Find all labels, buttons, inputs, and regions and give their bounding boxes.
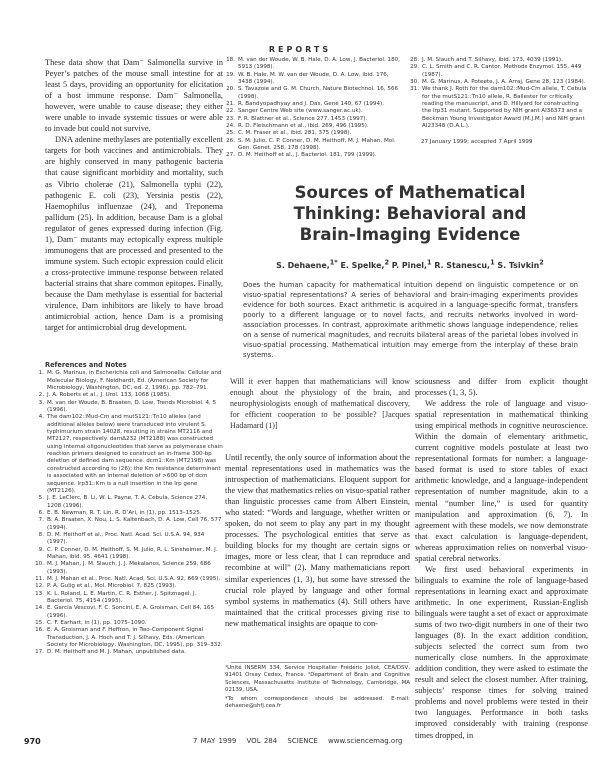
reference-item: 24. R. D. Fleischmann et al., ibid. 269, 496 (1995). — [226, 123, 369, 130]
reference-item: 13. K. L. Roland, L. E. Martin, C. R. Esther, J. Spitznagel, J. Bacteriol. 75, 4154 (1993). — [35, 590, 197, 604]
reference-item: 30. M. G. Marinus, A. Poteete, J. A. Arraj, Gene 28, 123 (1984). — [410, 79, 586, 86]
body-paragraph: We address the role of language and visuo-spatial representation in mathematical thinking using empirical methods in cognitive neuroscience. Within the domain of elementary arithmetic, current cognitive models postulate at least two representational formats for number: a language-based format is used to store tables of exact arithmetic knowledge, and a language-independent representation of number magnitude, akin to a mental “number line,” is used for quantity manipulation and approximation (6, 7). In agreement with these models, we now demonstrate that exact calculation is language-dependent, whereas approximation relies on nonverbal visuo-spatial cerebral networks. — [415, 399, 588, 563]
page-number: 970 — [24, 737, 41, 746]
reference-item: 31. We thank J. Roth for the dam102::Mud-Cm allele, T. Cebula for the mutS121::Tn10 allele, R. Ballester for critically reading the manuscript, and D. Hillyard for constructing the lrp31 mutant. Supported by NIH grant AI36373 and a Beckman Young Investigator Award (M.J.M.) and NIH grant AI23348 (D.A.L.). — [410, 86, 587, 130]
reference-item: 4. The dam102::Mud-Cm and mutS121::Tn10 alleles (and additional alleles below) were transduced into virulent S. typhimurium strain 14028, resulting in strains MT2116 and MT2127, respectively. damΔ232 (MT2188) was constructed using internal oligonucleotides that serve as polymerase chain reaction primers designed to construct an in-frame 300-bp deletion of defined dam sequence. dcm1::Km (MT2198) was constructed according to (26); the Km resistance determinant is associated with an internal deletion of >600 bp of dcm sequence. lrp31::Km is a null insertion in the lrp gene (MT2126). — [38, 414, 223, 494]
body-paragraph: These data show that Dam⁻ Salmonella survive in Peyer’s patches of the mouse small intestine for at least 5 days, providing an opportunity for elicitation of a host immune response. Dam⁻ Salmonella, however, were unable to cause disease; they either were unable to invade systemic tissues or were able to invade but could not survive. — [45, 58, 223, 134]
reference-item: 14. E. Garcia Vescovi, F. C. Soncini, E. A. Groisman, Cell 84, 165 (1996). — [35, 605, 215, 619]
reference-item: 8. D. M. Heithoff et al., Proc. Natl. Acad. Sci. U.S.A. 94, 934 (1997). — [38, 531, 205, 546]
author: R. Stanescu,$^1$ — [434, 258, 495, 270]
left-column-body — [45, 57, 223, 333]
reference-item: 26. S. M. Julio, C. P. Conner, D. M. Heithoff, M. J. Mahan, Mol. Gen. Genet. 258, 178 (1998). — [226, 137, 396, 152]
epigraph-quote: Will it ever happen that mathematicians will know enough about the physiology of the brain, and neurophysiologists enough of mathematical discovery, for efficient cooperation to be possible? [Jacques Hadamard (1)] — [230, 377, 410, 430]
author: S. Dehaene,$^{1*}$ — [276, 258, 338, 270]
author: P. Pinel,$^1$ — [391, 258, 432, 270]
issue-date: 7 MAY 1999 — [193, 737, 237, 745]
body-paragraph: We first used behavioral experiments in bilinguals to examine the role of language-based representations in learning exact and approximate arithmetic. In one experiment, Russian-English bilinguals were taught a set of exact or approximate sums of two two-digit numbers in one of their two languages (8). In the exact addition condition, subjects selected the correct sum from two numerically close numbers. In the approximate addition condition, they were asked to estimate the result and select the closest number. After training, subjects’ response times for solving trained problems and novel problems were tested in their two languages. Performance in both tasks improved considerably with training (response times dropped, in — [415, 564, 588, 740]
reference-item: 27. D. M. Heithoff et al., J. Bacteriol. 181, 799 (1999). — [226, 152, 377, 159]
reference-item: 22. Sanger Centre Web site (www.sanger.ac.uk). — [226, 108, 363, 115]
author: S. Tsivkin$^2$ — [497, 258, 544, 270]
reference-item: 5. J. E. LeClerc, B. Li, W. L. Payne, T. A. Cebula, Science 274, 1208 (1996). — [38, 495, 208, 509]
references-list-left — [35, 362, 223, 657]
reference-item: 11. M. J. Mahan et al., Proc. Natl. Acad. Sci. U.S.A. 92, 669 (1995). — [35, 575, 221, 582]
journal-footer — [193, 737, 409, 745]
reference-item: 16. E. A. Groisman and F. Heffron, in Two-Component Signal Transduction, J. A. Hoch and T. J. Silhavy, Eds. (American Society for Microbiology, Washington, DC, 1995), pp. 319–332. — [35, 627, 223, 649]
journal-name: SCIENCE — [287, 737, 318, 745]
reference-item: 6. E. B. Newman, R. T. Lin, R. D’Ari, in (1), pp. 1513–1525. — [38, 509, 202, 516]
reference-item: 3. M. van der Woude, B. Braaten, D. Low, Trends Microbiol. 4, 5 (1996). — [38, 399, 217, 414]
abstract: Does the human capacity for mathematical intuition depend on linguistic competence or on visuo-spatial representations? A series of behavioral and brain-imaging experiments provides evidence for both sources. Exact arithmetic is acquired in a language-specific format, transfers poorly to a different language or to novel facts, and recruits networks involved in word-association processes. In contrast, approximate arithmetic shows language independence, relies on a sense of numerical magnitudes, and recruits bilateral areas of the parietal lobes involved in visuo-spatial processing. Mathematical intuition may emerge from the interplay of these brain systems. — [243, 281, 578, 359]
affiliation-footnotes — [225, 665, 410, 713]
references-title: References and Notes — [45, 361, 127, 369]
author: E. Spelke,$^2$ — [340, 258, 390, 270]
references-list-right — [410, 57, 588, 147]
reference-item: 21. R. Bandyopadhyay and J. Das, Gene 140, 67 (1994). — [226, 101, 384, 108]
reference-item: 20. S. Tavazoie and G. M. Church, Nature Biotechnol. 16, 566 (1998). — [226, 86, 399, 100]
reference-item: 15. C. F. Earhart, in (1), pp. 1075–1090. — [35, 620, 147, 627]
article-title: Sources of Mathematical Thinking: Behavioral and Brain-Imaging Evidence — [293, 183, 527, 244]
right-column-body — [415, 376, 588, 741]
reference-item: 7. B. A. Braaten, X. Nou, L. S. Kaltenbach, D. A. Low, Cell 76, 577 (1994). — [38, 517, 222, 531]
author-list — [225, 258, 595, 270]
reference-item: 25. C. M. Fraser et al., ibid. 281, 375 (1998). — [226, 130, 352, 137]
reference-item: 28. J. M. Slauch and T. Silhavy, ibid. 173, 4039 (1991). — [410, 57, 563, 63]
reference-item: 18. M. van der Woude, W. B. Hale, D. A. Low, J. Bacteriol. 180, 5913 (1998). — [226, 57, 400, 71]
body-paragraph: sciousness and differ from explicit thought processes (1, 3, 5). — [415, 377, 588, 398]
reference-item: 2. J. A. Roberts et al., J. Urol. 133, 1068 (1985). — [38, 392, 172, 399]
reference-item: 10. M. J. Mahan, J. M. Slauch, J. J. Mekalanos, Science 259, 686 (1993). — [35, 561, 211, 575]
body-paragraph: DNA adenine methylases are potentially excellent targets for both vaccines and antimicrobials. They are highly conserved in many pathogenic bacteria that cause significant morbidity and mortality, such as Vibrio cholerae (21), Salmonella typhi (22), pathogenic E. coli (23), Yersinia pestis (22), Haemophilus influenzae (24), and Treponema pallidum (25). In addition, because Dam is a global regulator of genes expressed during infection (Fig. 1), Dam⁻ mutants may ectopically express multiple immunogens that are processed and presented to the immune system. Such ectopic expression could elicit a cross-protective immune response between related bacterial strains that share common epitopes. Finally, because the Dam methylase is essential for bacterial virulence, Dam inhibitors are likely to have broad antimicrobial action, hence Dam is a promising target for antimicrobial drug development. — [45, 135, 223, 333]
footnote-divider — [231, 662, 409, 663]
reference-item: 9. C. P. Conner, D. M. Heithoff, S. M. Julio, R. L. Sinsheimer, M. J. Mahan, ibid. 95, 4641 (1998). — [38, 546, 218, 560]
reference-item: 23. F. R. Blattner et al., Science 277, 1453 (1997). — [226, 115, 368, 122]
body-paragraph: Until recently, the only source of information about the mental representations used in mathematics was the introspection of mathematicians. Eloquent support for the view that mathematics relies on visuo-spatial rather than linguistic processes came from Albert Einstein, who stated: “Words and language, whether written or spoken, do not seem to play any part in my thought processes. The psychological entities that serve as building blocks for my thought are certain signs or images, more or less clear, that I can reproduce and recombine at will” (2). Many mathematicians report similar experiences (1, 3), but some have stressed the crucial role played by language and other formal symbol systems in mathematics (4). Still others have maintained that the critical processes giving rise to new mathematical insights are opaque to con- — [225, 453, 410, 628]
affiliation-note: ¹Unité INSERM 334, Service Hospitalier Frédéric Joliot, CEA/DSV, 91401 Orsay Cedex, France. ²Department of Brain and Cognitive Sciences, Massachusetts Institute of Technology, Cambridge, MA 02139, USA. — [225, 665, 410, 693]
volume: VOL 284 — [246, 737, 278, 745]
reference-item: 19. W. B. Hale, M. W. van der Woude, D. A. Low, ibid. 176, 3438 (1994). — [226, 71, 389, 86]
reference-item: 29. C. L. Smith and C. R. Cantor, Methods Enzymol. 155, 449 (1987). — [410, 64, 582, 78]
section-header: REPORTS — [268, 45, 332, 54]
reference-item: 12. P. A. Gulig et al., Mol. Microbiol. 7, 825 (1993). — [35, 583, 177, 590]
reference-item: 1. M. G. Marinus, in Escherichia coli and Salmonella: Cellular and Molecular Biology, F. Neidhardt, Ed. (American Society for Microbiology, Washington, DC, ed. 2, 1996), pp. 782–791. — [38, 370, 222, 392]
journal-website-link[interactable]: www.sciencemag.org — [328, 737, 403, 745]
reference-item: 17. D. M. Heithoff and M. J. Mahan, unpublished data. — [35, 649, 186, 656]
correspondence-note: *To whom correspondence should be addressed. E-mail: dehaene@shfj.cea.fr — [225, 696, 410, 710]
middle-column-body — [225, 452, 410, 629]
received-accepted-dates: 27 January 1999; accepted 7 April 1999 — [421, 139, 533, 146]
references-list-middle — [226, 57, 404, 160]
